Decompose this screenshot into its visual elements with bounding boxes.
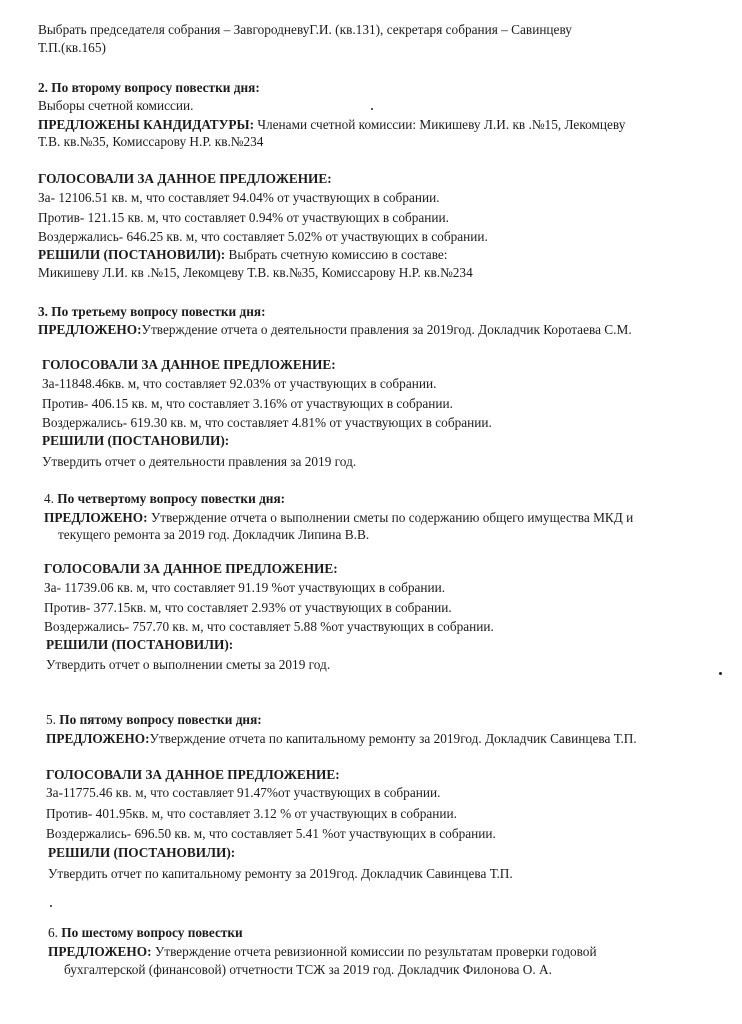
q2-vote-for: За- 12106.51 кв. м, что составляет 94.04% от участвующих в собрании. <box>38 190 440 205</box>
scan-speck <box>719 672 722 675</box>
q4-decided-label: РЕШИЛИ (ПОСТАНОВИЛИ): <box>46 637 234 652</box>
q4-proposed-label: ПРЕДЛОЖЕНО: <box>44 510 148 525</box>
q2-proposed <box>38 117 625 133</box>
q4-voted-heading: ГОЛОСОВАЛИ ЗА ДАННОЕ ПРЕДЛОЖЕНИЕ: <box>44 561 338 576</box>
scan-speck <box>50 905 52 907</box>
q5-proposed-text: Утверждение отчета по капитальному ремонту за 2019год. Докладчик Савинцева Т.П. <box>149 731 637 746</box>
q3-decided-text: Утвердить отчет о деятельности правления за 2019 год. <box>42 454 357 469</box>
q6-heading-row <box>48 925 243 941</box>
q6-heading: По шестому вопросу повестки <box>61 925 243 940</box>
q3-heading: 3. По третьему вопросу повестки дня: <box>38 304 266 319</box>
q2-proposed-line-2: Т.В. кв.№35, Комиссарову Н.Р. кв.№234 <box>38 134 264 149</box>
scan-speck <box>371 108 373 110</box>
q6-proposed <box>48 944 597 960</box>
q4-heading-row <box>44 491 285 507</box>
q5-proposed-label: ПРЕДЛОЖЕНО: <box>46 731 150 746</box>
q3-vote-against: Против- 406.15 кв. м, что составляет 3.16% от участвующих в собрании. <box>42 396 453 411</box>
q4-vote-abstained: Воздержались- 757.70 кв. м, что составляет 5.88 %от участвующих в собрании. <box>44 619 494 634</box>
q3-vote-for: За-11848.46кв. м, что составляет 92.03% от участвующих в собрании. <box>42 376 437 391</box>
q2-decided-text: Выбрать счетную комиссию в составе: <box>225 247 448 262</box>
q5-heading-number: 5. <box>46 712 60 727</box>
q3-proposed-label: ПРЕДЛОЖЕНО: <box>38 322 142 337</box>
q4-heading: По четвертому вопросу повестки дня: <box>57 491 286 506</box>
q2-vote-abstained: Воздержались- 646.25 кв. м, что составляет 5.02% от участвующих в собрании. <box>38 229 488 244</box>
q2-subject: Выборы счетной комиссии. <box>38 98 194 113</box>
q4-proposed-line-2: текущего ремонта за 2019 год. Докладчик Липина В.В. <box>58 527 370 542</box>
intro-line-1: Выбрать председателя собрания – ЗавгородневуГ.И. (кв.131), секретаря собрания – Савинцеву <box>38 22 572 37</box>
q6-proposed-text: Утверждение отчета ревизионной комиссии по результатам проверки годовой <box>151 944 597 959</box>
q6-heading-number: 6. <box>48 925 62 940</box>
q5-heading-row <box>46 712 262 728</box>
q2-decided <box>38 247 448 263</box>
q3-proposed <box>38 322 632 338</box>
q5-proposed <box>46 731 637 747</box>
q2-decided-label: РЕШИЛИ (ПОСТАНОВИЛИ): <box>38 247 226 262</box>
q5-vote-for: За-11775.46 кв. м, что составляет 91.47%от участвующих в собрании. <box>46 785 441 800</box>
q5-vote-against: Против- 401.95кв. м, что составляет 3.12 % от участвующих в собрании. <box>46 806 457 821</box>
q4-vote-against: Против- 377.15кв. м, что составляет 2.93% от участвующих в собрании. <box>44 600 452 615</box>
q2-heading: 2. По второму вопросу повестки дня: <box>38 80 260 95</box>
q6-proposed-line-2: бухгалтерской (финансовой) отчетности ТСЖ за 2019 год. Докладчик Филонова О. А. <box>64 962 552 977</box>
q4-proposed <box>44 510 633 526</box>
q3-decided-label: РЕШИЛИ (ПОСТАНОВИЛИ): <box>42 433 230 448</box>
q4-vote-for: За- 11739.06 кв. м, что составляет 91.19 %от участвующих в собрании. <box>44 580 446 595</box>
q5-vote-abstained: Воздержались- 696.50 кв. м, что составляет 5.41 %от участвующих в собрании. <box>46 826 496 841</box>
q2-proposed-text: Членами счетной комиссии: Микишеву Л.И. кв .№15, Лекомцеву <box>254 117 626 132</box>
q2-decided-line-2: Микишеву Л.И. кв .№15, Лекомцеву Т.В. кв.№35, Комиссарову Н.Р. кв.№234 <box>38 265 473 280</box>
q6-proposed-label: ПРЕДЛОЖЕНО: <box>48 944 152 959</box>
intro-line-2: Т.П.(кв.165) <box>38 40 106 55</box>
q4-decided-text: Утвердить отчет о выполнении сметы за 2019 год. <box>46 657 331 672</box>
q3-proposed-text: Утверждение отчета о деятельности правления за 2019год. Докладчик Коротаева С.М. <box>141 322 632 337</box>
q5-decided-text: Утвердить отчет по капитальному ремонту за 2019год. Докладчик Савинцева Т.П. <box>48 866 513 881</box>
q3-vote-abstained: Воздержались- 619.30 кв. м, что составляет 4.81% от участвующих в собрании. <box>42 415 492 430</box>
q2-vote-against: Против- 121.15 кв. м, что составляет 0.94% от участвующих в собрании. <box>38 210 449 225</box>
q4-proposed-text: Утверждение отчета о выполнении сметы по содержанию общего имущества МКД и <box>147 510 634 525</box>
q5-heading: По пятому вопросу повестки дня: <box>59 712 262 727</box>
q2-voted-heading: ГОЛОСОВАЛИ ЗА ДАННОЕ ПРЕДЛОЖЕНИЕ: <box>38 171 332 186</box>
q5-decided-label: РЕШИЛИ (ПОСТАНОВИЛИ): <box>48 845 236 860</box>
q2-proposed-label: ПРЕДЛОЖЕНЫ КАНДИДАТУРЫ: <box>38 117 255 132</box>
q3-voted-heading: ГОЛОСОВАЛИ ЗА ДАННОЕ ПРЕДЛОЖЕНИЕ: <box>42 357 336 372</box>
q5-voted-heading: ГОЛОСОВАЛИ ЗА ДАННОЕ ПРЕДЛОЖЕНИЕ: <box>46 767 340 782</box>
q4-heading-number: 4. <box>44 491 58 506</box>
